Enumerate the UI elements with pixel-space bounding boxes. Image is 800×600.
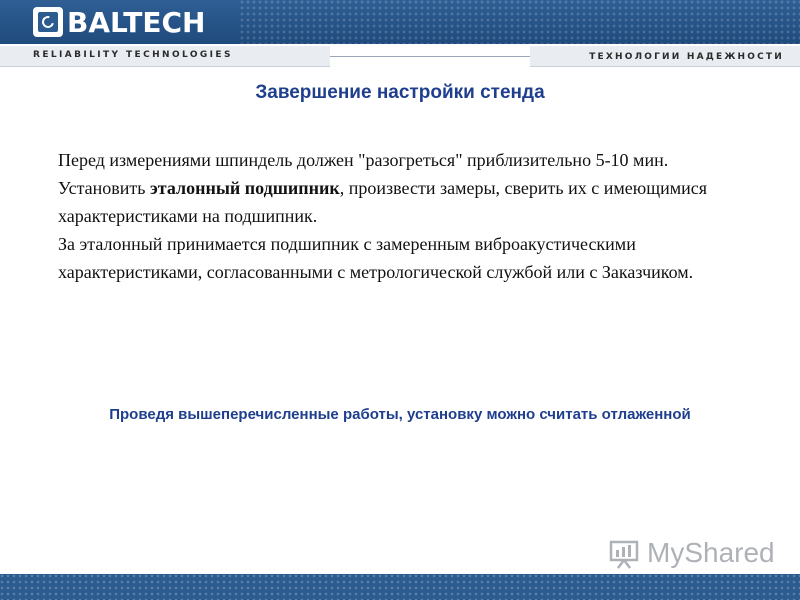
baltech-logo-icon	[33, 7, 63, 37]
tagline-strip	[0, 44, 800, 70]
conclusion-note: Проведя вышеперечисленные работы, установку можно считать отлаженной	[109, 406, 691, 423]
body-paragraph-1: Перед измерениями шпиндель должен "разогреться" приблизительно 5-10 мин.	[58, 150, 669, 170]
body-paragraph-2-suffix: , произвести замеры, сверить их с имеющимися характеристиками на подшипник.	[58, 178, 707, 226]
tagline-left: RELIABILITY TECHNOLOGIES	[33, 50, 233, 60]
reference-bearing-emphasis: эталонный подшипник	[150, 178, 340, 198]
slide-title: Завершение настройки стенда	[255, 82, 545, 103]
body-paragraph-2	[58, 174, 748, 230]
presentation-board-icon	[607, 536, 641, 570]
footer-bar	[0, 574, 800, 600]
header-banner	[0, 0, 800, 44]
baltech-logo	[33, 6, 205, 38]
body-paragraph-2-prefix: Установить	[58, 178, 150, 198]
banner-dot-pattern	[240, 0, 800, 44]
tagline-right: ТЕХНОЛОГИИ НАДЕЖНОСТИ	[589, 52, 784, 62]
watermark-text: MyShared	[647, 537, 775, 568]
watermark	[607, 536, 775, 570]
slide-body	[58, 146, 748, 286]
body-paragraph-3: За эталонный принимается подшипник с замеренным виброакустическими характеристиками, согласованными с метрологической службой или с Заказчиком.	[58, 234, 694, 282]
brand-name: BALTECH	[67, 5, 206, 39]
